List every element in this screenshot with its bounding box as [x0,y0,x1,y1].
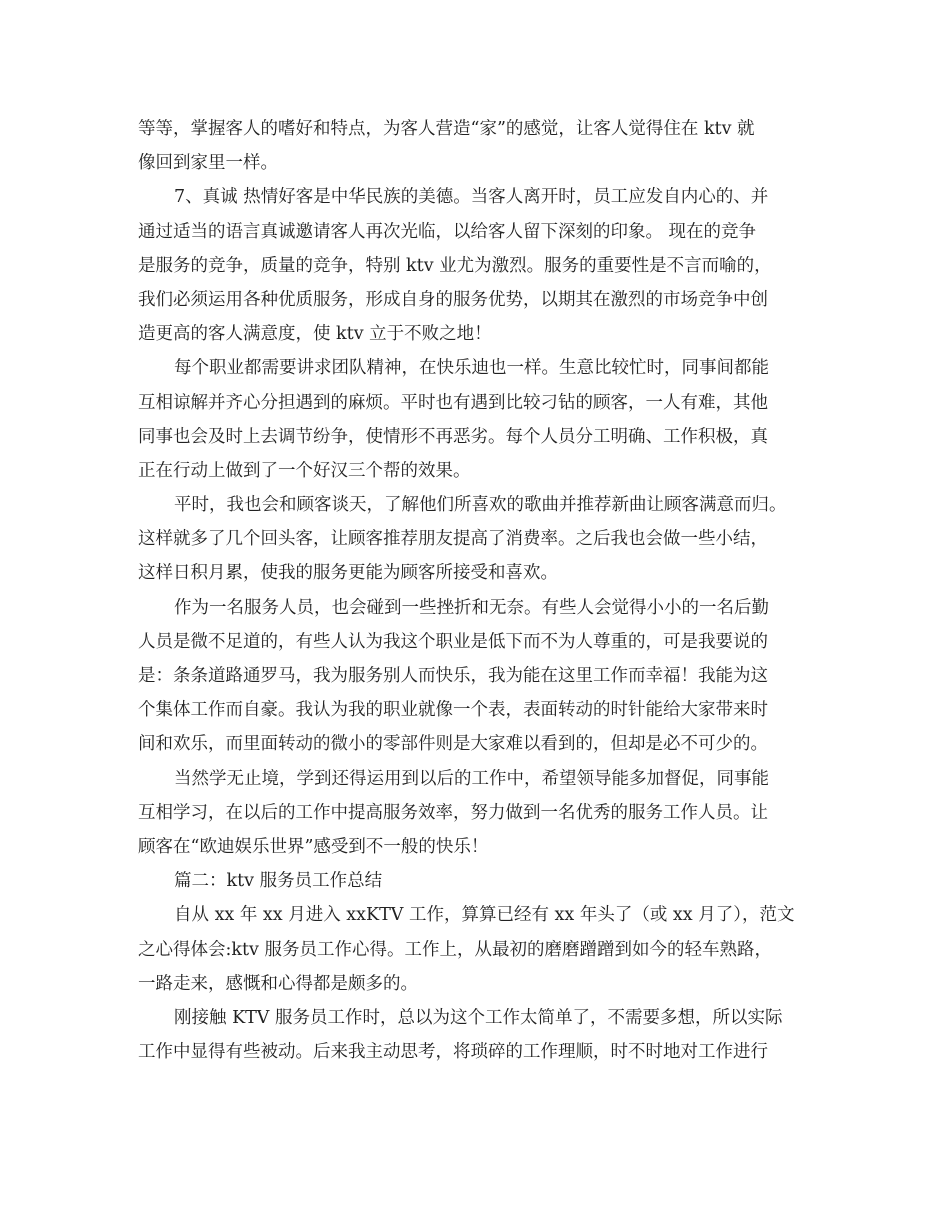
text-line: 互相谅解并齐心分担遇到的麻烦。平时也有遇到比较刁钻的顾客，一人有难，其他 [138,392,768,413]
text-line: 个集体工作而自豪。我认为我的职业就像一个表，表面转动的时针能给大家带来时 [138,700,768,721]
text-line: 是：条条道路通罗马，我为服务别人而快乐，我为能在这里工作而幸福！我能为这 [138,666,768,686]
text-line: 之心得体会:ktv 服务员工作心得。工作上，从最初的磨磨蹭蹭到如今的轻车熟路， [138,939,772,960]
text-line: 工作中显得有些被动。后来我主动思考，将琐碎的工作理顺，时不时地对工作进行 [138,1042,768,1063]
text-line: 互相学习，在以后的工作中提高服务效率，努力做到一名优秀的服务工作人员。让 [138,802,768,823]
text-line: 当然学无止境，学到还得运用到以后的工作中，希望领导能多加督促，同事能 [174,768,769,789]
text-line: 等等，掌握客人的嗜好和特点，为客人营造“家”的感觉，让客人觉得住在 ktv 就 [138,119,755,139]
text-line: 人员是微不足道的，有些人认为我这个职业是低下而不为人尊重的，可是我要说的 [138,631,768,652]
text-line: 我们必须运用各种优质服务，形成自身的服务优势，以期其在激烈的市场竞争中创 [138,289,768,310]
text-line: 造更高的客人满意度，使 ktv 立于不败之地！ [138,324,492,345]
text-line: 7、真诚 热情好客是中华民族的美德。当客人离开时，员工应发自内心的、并 [174,187,769,208]
text-line: 正在行动上做到了一个好汉三个帮的效果。 [138,460,471,481]
text-line: 这样就多了几个回头客，让顾客推荐朋友提高了消费率。之后我也会做一些小结， [138,529,768,550]
text-line: 通过适当的语言真诚邀请客人再次光临，以给客人留下深刻的印象。 现在的竞争 [138,221,757,242]
text-line: 顾客在“欧迪娱乐世界”感受到不一般的快乐！ [138,836,489,857]
text-line: 是服务的竞争，质量的竞争，特别 ktv 业尤为激烈。服务的重要性是不言而喻的， [138,255,772,276]
text-line: 刚接触 KTV 服务员工作时，总以为这个工作太简单了，不需要多想，所以实际 [174,1007,783,1028]
text-line: 这样日积月累，使我的服务更能为顾客所接受和喜欢。 [138,563,558,584]
text-line: 像回到家里一样。 [138,153,278,174]
text-line: 同事也会及时上去调节纷争，使情形不再恶劣。每个人员分工明确、工作积极，真 [138,426,768,447]
text-line: 平时，我也会和顾客谈天，了解他们所喜欢的歌曲并推荐新曲让顾客满意而归。 [174,495,787,516]
text-line: 自从 xx 年 xx 月进入 xxKTV 工作，算算已经有 xx 年头了（或 xx 月了），范文 [174,905,795,926]
text-line: 间和欢乐，而里面转动的微小的零部件则是大家难以看到的，但却是必不可少的。 [138,734,768,755]
text-line: 每个职业都需要讲求团队精神，在快乐迪也一样。生意比较忙时，同事间都能 [174,358,769,379]
section-heading: 篇二：ktv 服务员工作总结 [174,871,383,892]
text-line: 一路走来，感慨和心得都是颇多的。 [138,973,418,994]
document-body [138,112,828,1069]
text-line: 作为一名服务人员，也会碰到一些挫折和无奈。有些人会觉得小小的一名后勤 [174,597,769,618]
